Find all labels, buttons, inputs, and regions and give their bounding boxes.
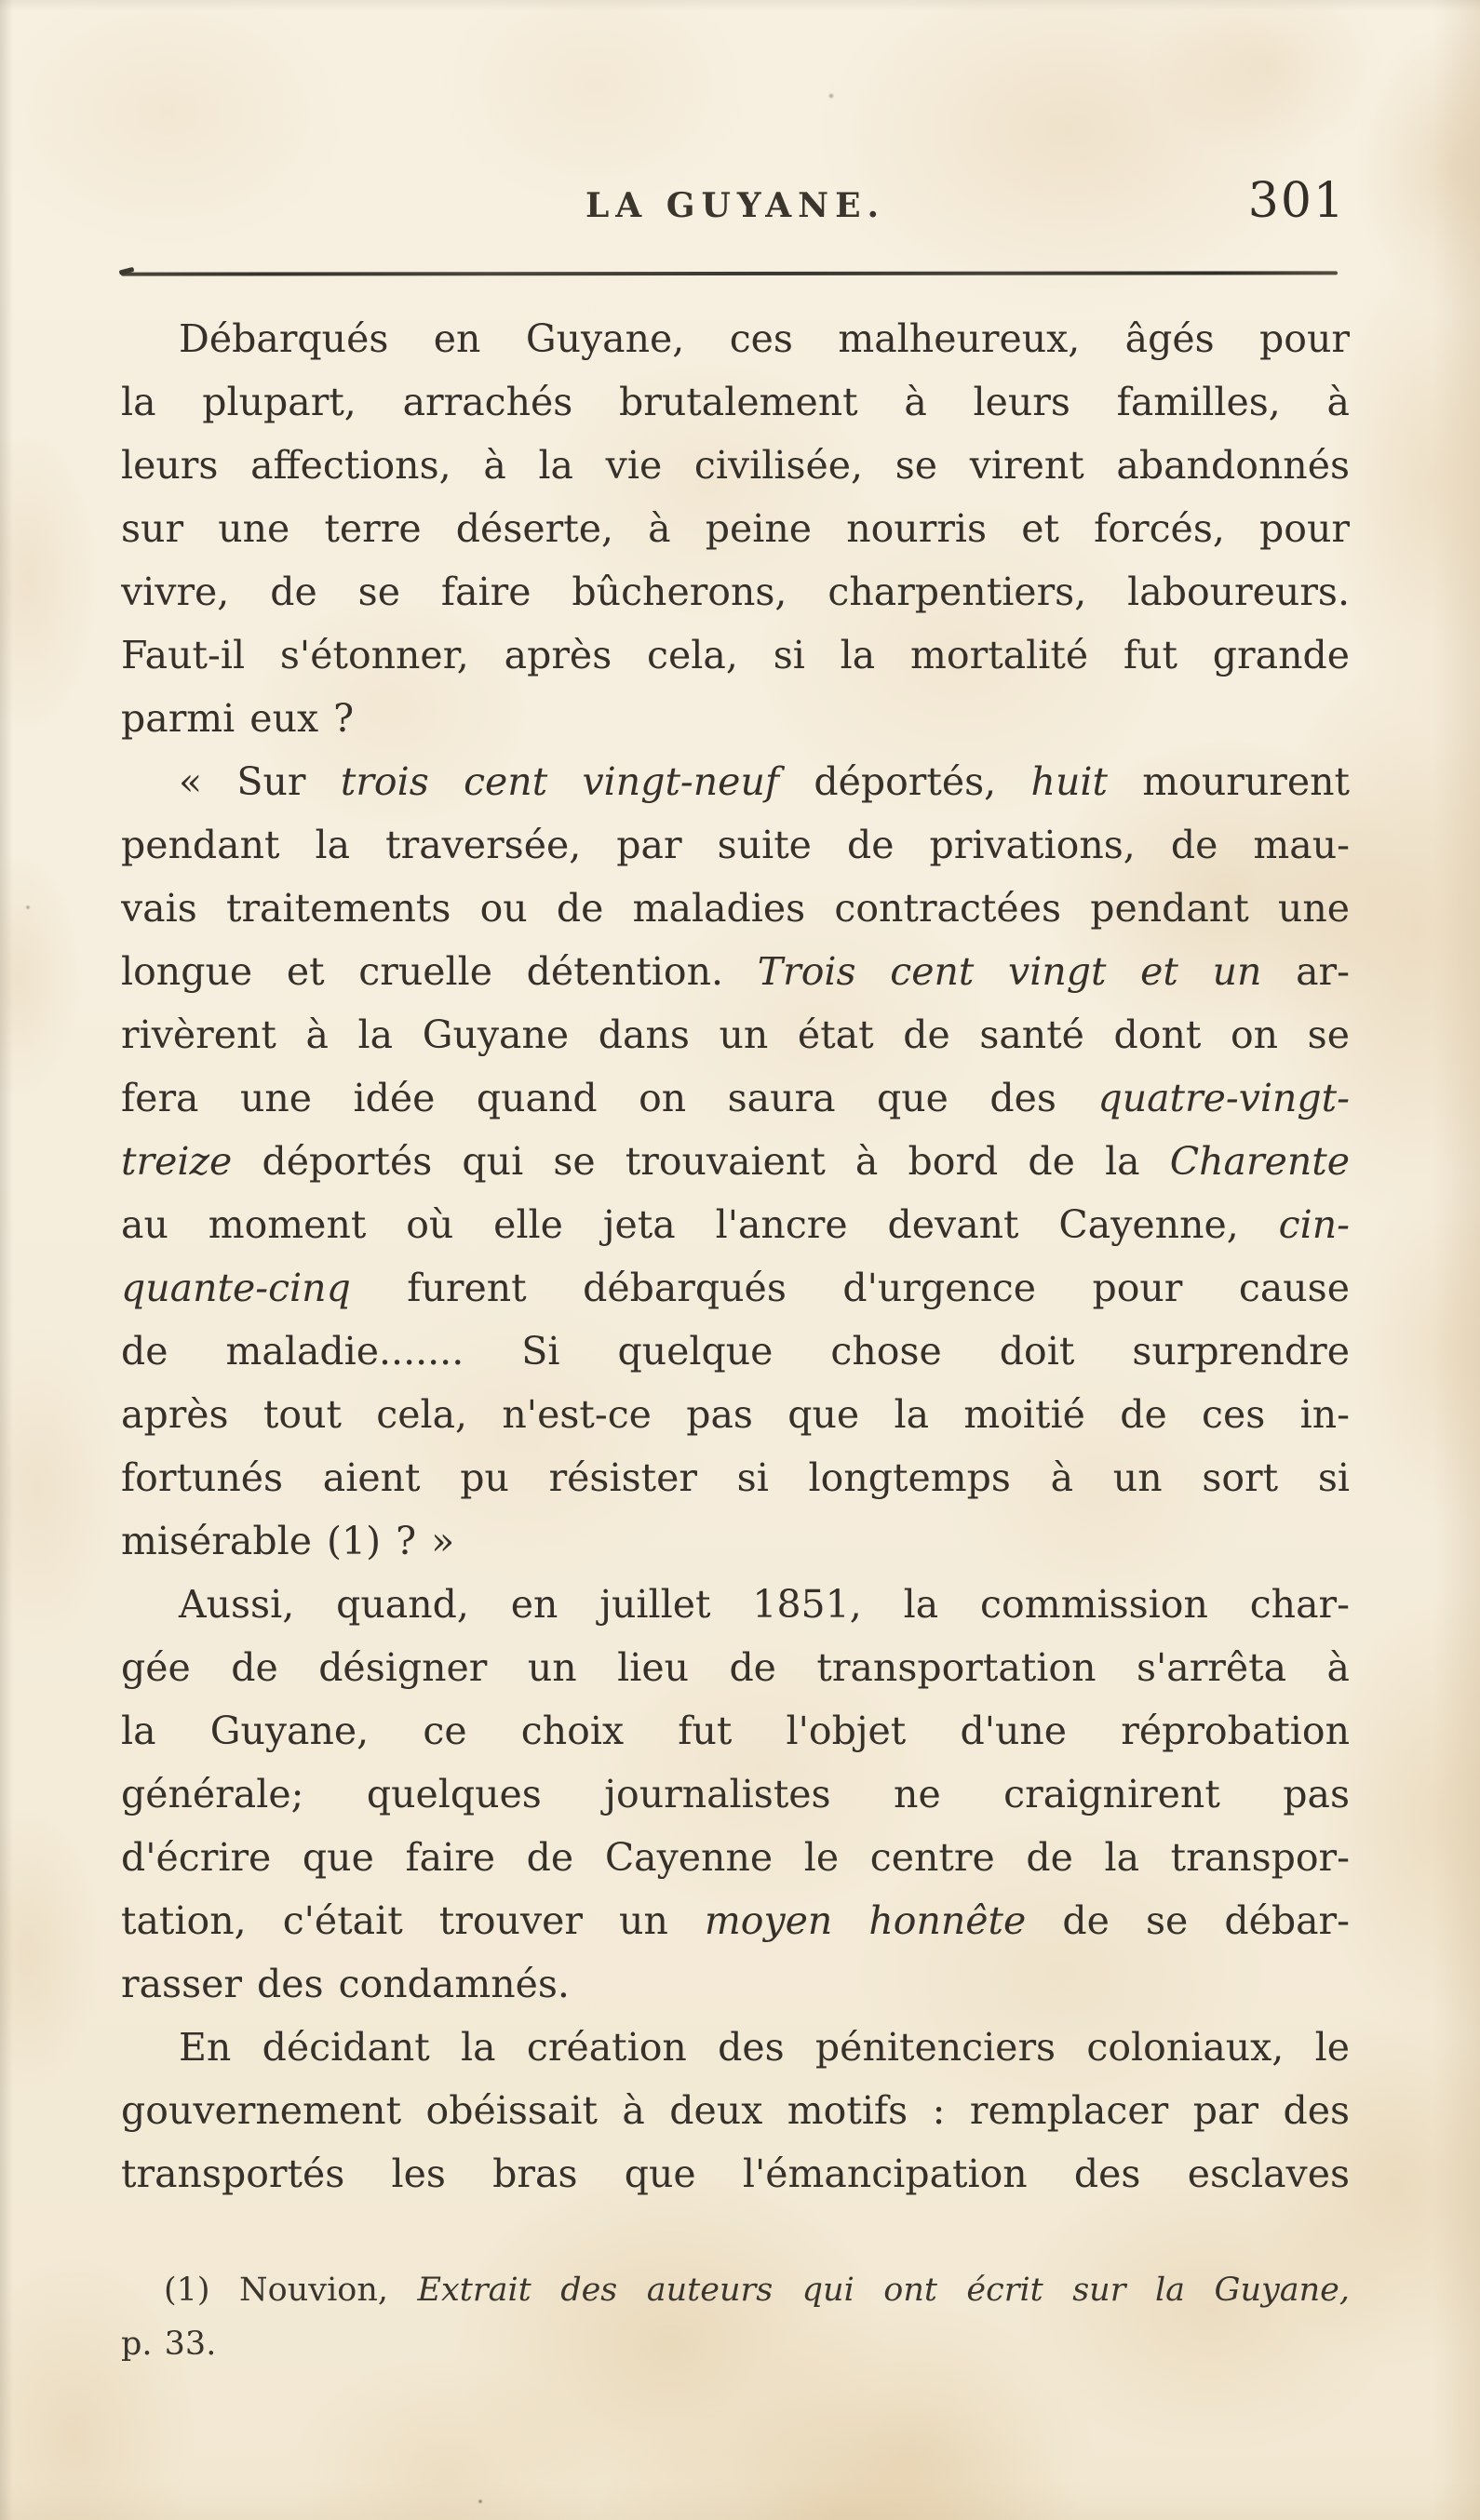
text-segment: parmi eux ? <box>121 696 355 741</box>
text-line <box>121 1446 1350 1509</box>
italic-text: Trois cent vingt et un <box>757 949 1262 994</box>
text-segment: longue et cruelle détention. <box>121 949 758 994</box>
text-segment: En décidant la création des pénitenciers coloniaux, le <box>179 2025 1350 2070</box>
italic-text: quante-cinq <box>121 1266 351 1310</box>
text-segment: vivre, de se faire bûcherons, charpentiers, laboureurs. <box>121 570 1350 614</box>
text-line <box>121 2142 1350 2205</box>
italic-text: Extrait des auteurs qui ont écrit sur la Guyane, <box>417 2272 1350 2309</box>
text-line <box>121 497 1350 560</box>
text-line <box>121 1320 1350 1383</box>
footnote <box>121 2263 1350 2371</box>
text-line <box>121 2263 1350 2317</box>
italic-text: moyen honnête <box>704 1898 1027 1943</box>
text-segment: générale; quelques journalistes ne craignirent pas <box>121 1772 1350 1816</box>
text-line <box>121 1889 1350 1952</box>
text-segment: gouvernement obéissait à deux motifs : remplacer par des <box>121 2088 1350 2133</box>
text-segment: sur une terre déserte, à peine nourris et forcés, pour <box>121 506 1350 551</box>
text-segment: fera une idée quand on saura que des <box>121 1076 1098 1120</box>
text-segment: fortunés aient pu résister si longtemps à un sort si <box>121 1455 1350 1500</box>
text-segment: gée de désigner un lieu de transportation s'arrêta à <box>121 1645 1350 1690</box>
running-head <box>121 173 1350 235</box>
text-line <box>121 1509 1350 1573</box>
text-segment: de maladie....... Si quelque chose doit surprendre <box>121 1329 1350 1374</box>
text-segment: d'écrire que faire de Cayenne le centre de la transpor- <box>121 1835 1350 1880</box>
text-line <box>121 1699 1350 1763</box>
paragraph <box>121 1573 1350 2016</box>
text-segment: déportés qui se trouvaient à bord de la <box>232 1139 1170 1184</box>
paragraph <box>121 750 1350 1573</box>
text-line <box>121 1826 1350 1889</box>
paragraph <box>121 2016 1350 2205</box>
text-line <box>121 434 1350 497</box>
text-segment: furent débarqués d'urgence pour cause <box>350 1266 1350 1310</box>
text-line <box>121 560 1350 623</box>
text-segment: Débarqués en Guyane, ces malheureux, âgés pour <box>179 316 1350 361</box>
text-segment: rivèrent à la Guyane dans un état de santé dont on se <box>121 1012 1350 1057</box>
text-line <box>121 940 1350 1003</box>
text-segment: leurs affections, à la vie civilisée, se virent abandonnés <box>121 443 1350 488</box>
text-segment: Aussi, quand, en juillet 1851, la commission char- <box>179 1582 1350 1627</box>
text-line <box>121 1193 1350 1256</box>
italic-text: cin- <box>1278 1202 1350 1247</box>
text-line <box>121 1130 1350 1193</box>
italic-text: trois cent vingt-neuf <box>340 759 780 804</box>
page-header-title: LA GUYANE. <box>585 186 886 225</box>
text-line <box>121 2317 1350 2371</box>
text-line <box>121 1763 1350 1826</box>
text-line <box>121 2016 1350 2079</box>
italic-text: quatre-vingt- <box>1097 1076 1350 1120</box>
text-segment: la plupart, arrachés brutalement à leurs familles, à <box>121 380 1350 424</box>
text-line <box>121 307 1350 370</box>
text-line <box>121 623 1350 687</box>
text-segment: (1) Nouvion, <box>164 2272 418 2309</box>
text-line <box>121 877 1350 940</box>
text-segment: p. 33. <box>121 2326 217 2363</box>
text-line <box>121 1573 1350 1636</box>
text-line <box>121 2079 1350 2142</box>
text-segment: vais traitements ou de maladies contractées pendant une <box>121 886 1350 931</box>
text-segment: ar- <box>1261 949 1350 994</box>
page-body <box>121 307 1350 2205</box>
text-segment: déportés, <box>779 759 1031 804</box>
text-line <box>121 1636 1350 1699</box>
italic-text: Charente <box>1169 1139 1350 1184</box>
paragraph <box>121 307 1350 750</box>
text-line <box>121 1066 1350 1130</box>
text-segment: rasser des condamnés. <box>121 1962 570 2006</box>
text-line <box>121 813 1350 877</box>
text-line <box>121 1256 1350 1320</box>
text-line <box>121 1003 1350 1066</box>
text-segment: après tout cela, n'est-ce pas que la moitié de ces in- <box>121 1392 1350 1437</box>
text-segment: au moment où elle jeta l'ancre devant Cayenne, <box>121 1202 1279 1247</box>
text-segment: Faut-il s'étonner, après cela, si la mortalité fut grande <box>121 633 1350 677</box>
text-segment: la Guyane, ce choix fut l'objet d'une réprobation <box>121 1709 1350 1753</box>
text-segment: moururent <box>1107 759 1350 804</box>
text-segment: transportés les bras que l'émancipation des esclaves <box>121 2151 1350 2196</box>
header-rule <box>121 271 1338 275</box>
text-line <box>121 1383 1350 1446</box>
text-line <box>121 750 1350 813</box>
italic-text: treize <box>121 1139 233 1184</box>
text-line <box>121 687 1350 750</box>
text-line <box>121 370 1350 434</box>
italic-text: huit <box>1030 759 1108 804</box>
text-segment: pendant la traversée, par suite de privations, de mau- <box>121 823 1350 867</box>
page-number: 301 <box>1247 173 1346 229</box>
text-segment: « Sur <box>179 759 341 804</box>
text-segment: tation, c'était trouver un <box>121 1898 705 1943</box>
text-line <box>121 1952 1350 2016</box>
text-segment: de se débar- <box>1026 1898 1350 1943</box>
text-segment: misérable (1) ? » <box>121 1519 455 1563</box>
